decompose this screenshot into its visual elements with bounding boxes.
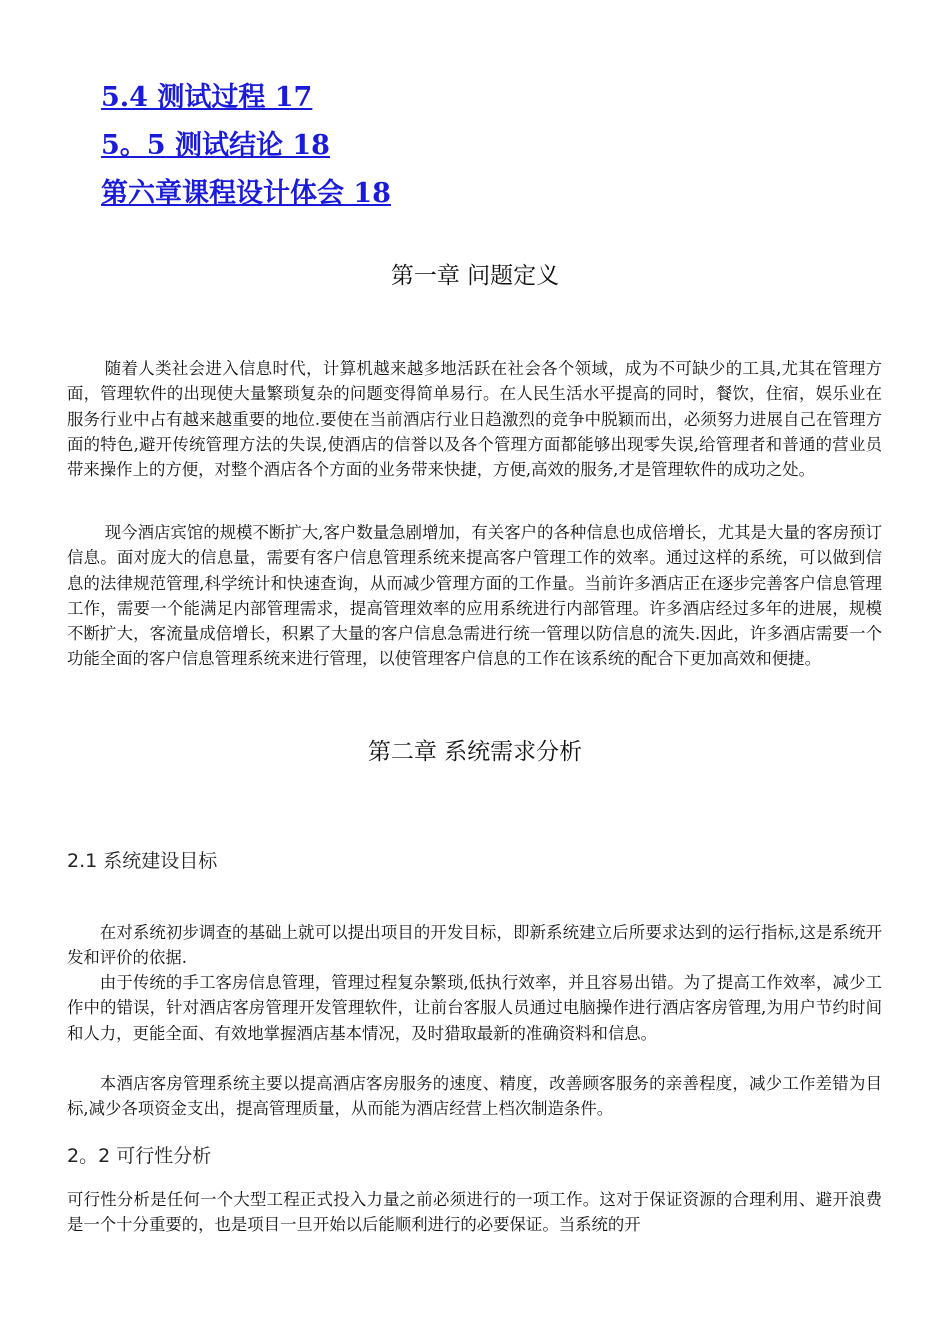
chapter-1-paragraph-1: 随着人类社会进入信息时代，计算机越来越多地活跃在社会各个领域，成为不可缺少的工具,尤其在管理方面，管理软件的出现使大量繁琐复杂的问题变得简单易行。在人民生活水平提高的同时，餐饮，住宿，娱乐业在服务行业中占有越来越重要的地位.要使在当前酒店行业日趋激烈的竞争中脱颖而出，必须努力进展自己在管理方面的特色,避开传统管理方法的失误,使酒店的信誉以及各个管理方面都能够出现零失误,给管理者和普通的营业员带来操作上的方便，对整个酒店各个方面的业务带来快捷，方便,高效的服务,才是管理软件的成功之处。	[67, 359, 882, 480]
table-of-contents	[101, 74, 391, 218]
section-2-1-paragraph-1: 在对系统初步调查的基础上就可以提出项目的开发目标，即新系统建立后所要求达到的运行指标,这是系统开发和评价的依据.	[67, 923, 882, 968]
section-2-1-paragraph-2: 由于传统的手工客房信息管理，管理过程复杂繁琐,低执行效率，并且容易出错。为了提高工作效率，减少工作中的错误，针对酒店客房管理开发管理软件，让前台客服人员通过电脑操作进行酒店客房管理,为用户节约时间和人力，更能全面、有效地掌握酒店基本情况，及时猎取最新的准确资料和信息。	[67, 973, 882, 1043]
toc-link-5-4[interactable]: 5.4 测试过程 17	[101, 82, 313, 113]
section-2-2-paragraph-1: 可行性分析是任何一个大型工程正式投入力量之前必须进行的一项工作。这对于保证资源的合理利用、避开浪费是一个十分重要的，也是项目一旦开始以后能顺利进行的必要保证。当系统的开	[67, 1190, 882, 1235]
section-2-1-paragraph-3: 本酒店客房管理系统主要以提高酒店客房服务的速度、精度，改善顾客服务的亲善程度，减少工作差错为目标,减少各项资金支出，提高管理质量，从而能为酒店经营上档次制造条件。	[67, 1074, 882, 1119]
section-2-1-title: 2.1 系统建设目标	[67, 850, 218, 872]
toc-link-chapter-6[interactable]: 第六章课程设计体会 18	[101, 178, 391, 209]
chapter-1-paragraph-2: 现今酒店宾馆的规模不断扩大,客户数量急剧增加，有关客户的各种信息也成倍增长，尤其是大量的客房预订信息。面对庞大的信息量，需要有客户信息管理系统来提高客户管理工作的效率。通过这样的系统，可以做到信息的法律规范管理,科学统计和快速查询，从而减少管理方面的工作量。当前许多酒店正在逐步完善客户信息管理工作，需要一个能满足内部管理需求，提高管理效率的应用系统进行内部管理。许多酒店经过多年的进展，规模不断扩大，客流量成倍增长，积累了大量的客户信息急需进行统一管理以防信息的流失.因此，许多酒店需要一个功能全面的客户信息管理系统来进行管理，以使管理客户信息的工作在该系统的配合下更加高效和便捷。	[67, 523, 882, 669]
chapter-2-title: 第二章 系统需求分析	[367, 739, 583, 765]
section-2-2-title: 2。2 可行性分析	[67, 1145, 212, 1167]
chapter-1-title: 第一章 问题定义	[390, 263, 560, 289]
toc-link-5-5[interactable]: 5。5 测试结论 18	[101, 130, 330, 161]
